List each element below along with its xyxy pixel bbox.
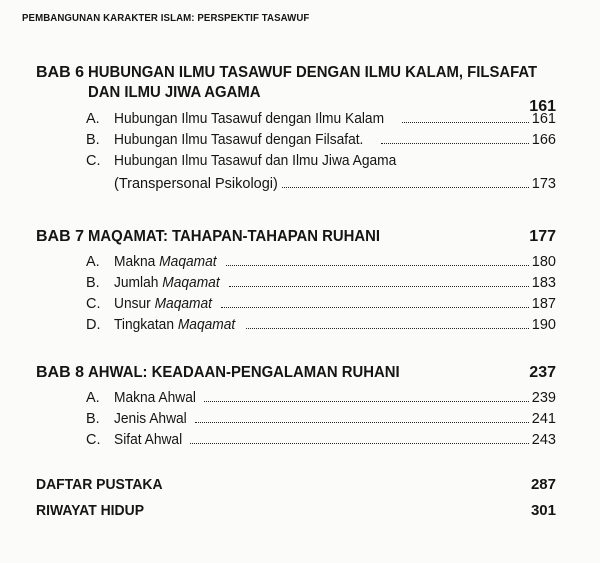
dot-leader [402,121,529,123]
chapter-heading [36,64,556,115]
section-page: 241 [531,411,556,427]
section-title [114,315,235,336]
section-title [114,273,220,294]
section-title: Makna Ahwal [114,390,196,406]
section-title-italic: Maqamat [177,317,236,333]
section-title-italic: Maqamat [154,296,213,312]
section-page: 239 [531,390,556,406]
section-page: 183 [531,275,556,291]
section-title [114,294,212,315]
back-matter-label: RIWAYAT HIDUP [36,502,145,519]
toc-entry [36,130,556,151]
chapter-number: BAB 8 [36,364,85,381]
back-matter-daftar-pustaka [36,476,556,498]
toc-entry [36,294,556,315]
toc-entry [36,430,556,451]
chapter-heading [36,228,556,250]
section-list [36,252,556,336]
section-title: Jenis Ahwal [114,411,187,427]
back-matter-page: 301 [530,502,556,519]
section-letter: B. [86,132,100,148]
back-matter-page: 287 [530,476,556,493]
chapter-number: BAB 6 [36,64,85,81]
chapter-7 [36,228,556,336]
toc-entry [36,409,556,430]
section-title-continued: (Transpersonal Psikologi) [114,176,278,192]
section-page: 161 [531,111,556,127]
section-page: 190 [531,317,556,333]
section-list [36,109,556,195]
section-page: 173 [531,176,556,192]
dot-leader [246,327,529,329]
section-title-plain: Makna [114,254,156,270]
back-matter-riwayat-hidup [36,502,556,524]
section-page: 166 [531,132,556,148]
dot-leader [221,306,529,308]
dot-leader [204,400,529,402]
chapter-8 [36,364,556,451]
toc-entry [36,151,556,172]
section-title-plain: Jumlah [114,275,159,291]
toc-entry [36,273,556,294]
running-head: PEMBANGUNAN KARAKTER ISLAM: PERSPEKTIF TASAWUF [22,12,310,24]
section-letter: A. [86,390,100,406]
section-letter: C. [86,153,101,169]
chapter-6 [36,64,556,195]
chapter-title: MAQAMAT: TAHAPAN-TAHAPAN RUHANI [88,228,381,245]
toc-entry [36,252,556,273]
dot-leader [381,142,529,144]
section-list [36,388,556,451]
chapter-title: AHWAL: KEADAAN-PENGALAMAN RUHANI [88,364,400,381]
chapter-page: 237 [529,364,556,381]
back-matter-label: DAFTAR PUSTAKA [36,476,163,493]
section-page: 180 [531,254,556,270]
chapter-title-line2: DAN ILMU JIWA AGAMA [88,84,261,101]
section-title-italic: Maqamat [162,275,220,291]
dot-leader [226,264,529,266]
section-letter: C. [86,296,101,312]
section-letter: B. [86,275,100,291]
section-title: Hubungan Ilmu Tasawuf dengan Ilmu Kalam [114,111,385,127]
section-title-plain: Tingkatan [114,317,174,333]
section-title-plain: Unsur [114,296,151,312]
toc-entry [36,109,556,130]
chapter-page: 177 [529,228,556,245]
section-letter: A. [86,254,100,270]
toc-entry [36,388,556,409]
section-page: 187 [531,296,556,312]
section-title: Hubungan Ilmu Tasawuf dan Ilmu Jiwa Agama [114,153,397,169]
section-title: Sifat Ahwal [114,432,183,448]
section-page: 243 [531,432,556,448]
section-letter: A. [86,111,100,127]
chapter-page: 161 [529,98,556,115]
dot-leader [195,421,529,423]
chapter-number: BAB 7 [36,228,85,245]
section-letter: D. [86,317,101,333]
dot-leader [229,285,529,287]
section-letter: C. [86,432,101,448]
toc-entry [36,315,556,336]
chapter-heading [36,364,556,386]
dot-leader [190,442,529,444]
section-letter: B. [86,411,100,427]
section-title: Hubungan Ilmu Tasawuf dengan Filsafat. [114,132,364,148]
section-title [114,252,217,273]
toc-entry-continued [36,174,556,195]
chapter-title: HUBUNGAN ILMU TASAWUF DENGAN ILMU KALAM, FILSAFAT [88,64,538,81]
dot-leader [282,186,529,188]
section-title-italic: Maqamat [159,254,217,270]
